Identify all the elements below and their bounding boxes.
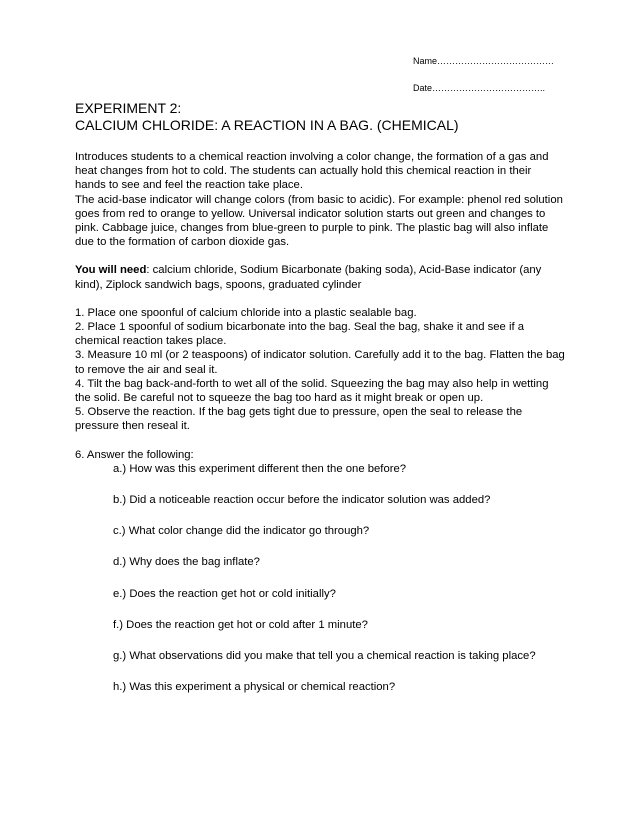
- question-item: h.) Was this experiment a physical or chemical reaction?: [113, 681, 396, 694]
- procedure-step: 2. Place 1 spoonful of sodium bicarbonate into the bag. Seal the bag, shake it and see if a chemical reaction takes place.: [75, 321, 525, 348]
- worksheet-content: [75, 100, 565, 694]
- materials-list: [75, 263, 565, 291]
- procedure-step: 4. Tilt the bag back-and-forth to wet all of the solid. Squeezing the bag may also help in wetting the solid. Be careful not to squeeze the bag too hard as it might break or open up.: [75, 377, 549, 405]
- materials-label: You will need: [75, 264, 147, 277]
- question-item: d.) Why does the bag inflate?: [113, 556, 260, 569]
- procedure-step: 1. Place one spoonful of calcium chloride into a plastic sealable bag.: [75, 306, 417, 319]
- question-item: e.) Does the reaction get hot or cold initially?: [113, 587, 336, 600]
- materials-text: : calcium chloride, Sodium Bicarbonate (baking soda), Acid-Base indicator (any kind), Ziplock sandwich bags, spoons, graduated cylinder: [75, 264, 542, 291]
- question-item: c.) What color change did the indicator go through?: [113, 525, 370, 538]
- question-item: g.) What observations did you make that tell you a chemical reaction is taking place?: [113, 650, 536, 663]
- procedure-step: 3. Measure 10 ml (or 2 teaspoons) of indicator solution. Carefully add it to the bag. Flatten the bag to remove the air and seal it.: [75, 349, 565, 376]
- date-line: Date………………………………..: [413, 83, 546, 93]
- question-item: b.) Did a noticeable reaction occur before the indicator solution was added?: [113, 494, 491, 507]
- questions-list: [75, 462, 565, 695]
- questions-heading: 6. Answer the following:: [75, 448, 194, 461]
- procedure-steps: [75, 306, 565, 434]
- experiment-number: EXPERIMENT 2:: [75, 100, 182, 116]
- intro-paragraph: Introduces students to a chemical reaction involving a color change, the formation of a gas and heat changes from hot to cold. The students can actually hold this chemical reaction in their hands to see and feel the reaction take place.: [75, 151, 549, 192]
- name-line: Name…………………………………: [413, 56, 555, 66]
- procedure-step: 5. Observe the reaction. If the bag gets tight due to pressure, open the seal to release the pressure then reseal it.: [75, 406, 523, 433]
- question-item: a.) How was this experiment different then the one before?: [113, 462, 407, 475]
- introduction: [75, 150, 565, 249]
- experiment-title: CALCIUM CHLORIDE: A REACTION IN A BAG. (CHEMICAL): [75, 117, 459, 133]
- intro-paragraph: The acid-base indicator will change colors (from basic to acidic). For example: phenol red solution goes from red to orange to yellow. Universal indicator solution starts out green and changes to pink. Cabbage juice, changes from blue-green to purple to pink. The plastic bag will also inflate due to the formation of carbon dioxide gas.: [75, 193, 563, 249]
- question-item: f.) Does the reaction get hot or cold after 1 minute?: [113, 618, 368, 631]
